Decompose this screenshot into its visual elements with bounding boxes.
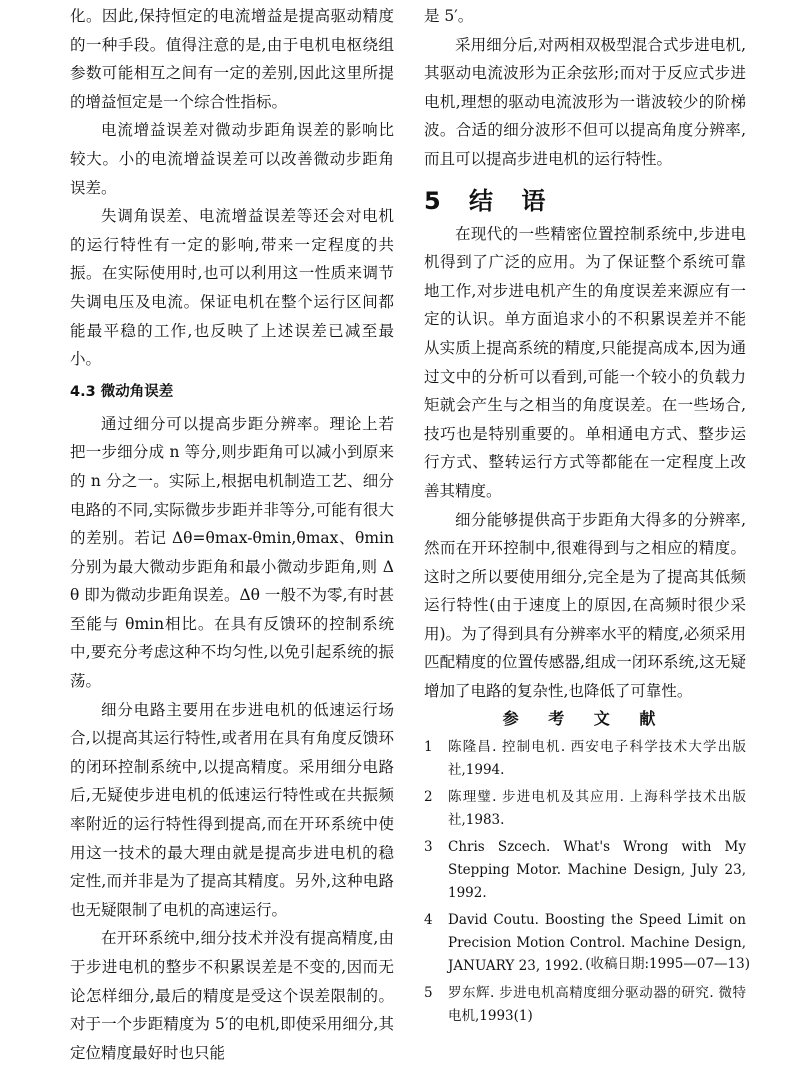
reference-text: 陈理璧. 步进电机及其应用. 上海科学技术出版社,1983. (448, 788, 746, 828)
paragraph: 化。因此,保持恒定的电流增益是提高驱动精度的一种手段。值得注意的是,由于电机电枢绕组参数可能相互之间有一定的差别,因此这里所提的增益恒定是一个综合性指标。 (70, 7, 394, 111)
reference-text: 陈隆昌. 控制电机. 西安电子科学技术大学出版社,1994. (448, 738, 746, 778)
reference-text: Chris Szcech. What's Wrong with My Stepping Motor. Machine Design, July 23, 1992. (448, 838, 746, 901)
paragraph: 失调角误差、电流增益误差等还会对电机的运行特性有一定的影响,带来一定程度的共振。在实际使用时,也可以利用这一性质来调节失调电压及电流。保证电机在整个运行区间都能最平稳的工作,也反映了上述误差已减至最小。 (70, 207, 394, 369)
subsection-heading-4-3: 4.3 微动角误差 (70, 383, 174, 400)
reference-number: 1 (424, 738, 433, 755)
reference-text: David Coutu. Boosting the Speed Limit on Precision Motion Control. Machine Design, JANUARY 23, 1992. (448, 911, 746, 974)
reference-item (424, 836, 746, 905)
reference-item (424, 786, 746, 832)
reference-text: 罗东辉. 步进电机高精度细分驱动器的研究. 微特电机,1993(1) (448, 984, 746, 1024)
paragraph: 是 5′。 (424, 7, 474, 25)
section-heading-conclusion: 5 结 语 (424, 186, 556, 215)
paragraph: 细分能够提供高于步距角大得多的分辨率,然而在开环控制中,很难得到与之相应的精度。这时之所以要使用细分,完全是为了提高其低频运行特性(由于速度上的原因,在高频时很少采用)。为了得到具有分辨率水平的精度,必须采用匹配精度的位置传感器,组成一闭环系统,这无疑增加了电路的复杂性,也降低了可靠性。 (424, 510, 746, 701)
right-column (424, 2, 746, 1032)
reference-number: 4 (424, 911, 433, 928)
paragraph: 在开环系统中,细分技术并没有提高精度,由于步进电机的整步不积累误差是不变的,因而无论怎样细分,最后的精度是受这个误差限制的。对于一个步距精度为 5′的电机,即使采用细分,其定位精度最好时也只能 (70, 929, 394, 1062)
paragraph: 细分电路主要用在步进电机的低速运行场合,以提高其运行特性,或者用在具有角度反馈环的闭环控制系统中,以提高精度。采用细分电路后,无疑使步进电机的低速运行特性或在共振频率附近的运行特性得到提高,而在开环系统中使用这一技术的最大理由就是提高步进电机的稳定性,而并非是为了提高其精度。另外,这种电路也无疑限制了电机的高速运行。 (70, 700, 394, 919)
reference-number: 3 (424, 838, 433, 855)
paragraph: 通过细分可以提高步距分辨率。理论上若把一步细分成 n 等分,则步距角可以减小到原来的 n 分之一。实际上,根据电机制造工艺、细分电路的不同,实际微步步距并非等分,可能有很大的差别。若记 Δθ=θmax-θmin,θmax、θmin分别为最大微动步距角和最小微动步距角,则 Δθ 即为微动步距角误差。Δθ 一般不为零,有时甚至能与 θmin相比。在具有反馈环的控制系统中,要充分考虑这种不均匀性,以免引起系统的振荡。 (70, 414, 394, 691)
paragraph: 电流增益误差对微动步距角误差的影响比较大。小的电流增益误差可以改善微动步距角误差。 (70, 121, 394, 197)
references-heading: 参 考 文 献 (502, 708, 668, 728)
reference-number: 2 (424, 788, 433, 805)
left-column (70, 2, 394, 1067)
paragraph: 在现代的一些精密位置控制系统中,步进电机得到了广泛的应用。为了保证整个系统可靠地工作,对步进电机产生的角度误差来源应有一定的认识。单方面追求小的不积累误差并不能从实质上提高系统的精度,只能提高成本,因为通过文中的分析可以看到,可能一个较小的负载力矩就会产生与之相当的角度误差。在一些场合,技巧也是特别重要的。单相通电方式、整步运行方式、整转运行方式等都能在一定程度上改善其精度。 (424, 224, 746, 500)
reference-item (424, 736, 746, 782)
received-date: (收稿日期:1995—07—13) (585, 956, 750, 972)
reference-item (424, 982, 746, 1028)
reference-number: 5 (424, 984, 433, 1001)
paragraph: 采用细分后,对两相双极型混合式步进电机,其驱动电流波形为正余弦形;而对于反应式步进电机,理想的驱动电流波形为一谐波较少的阶梯波。合适的细分波形不但可以提高角度分辨率,而且可以提高步进电机的运行特性。 (424, 35, 746, 168)
